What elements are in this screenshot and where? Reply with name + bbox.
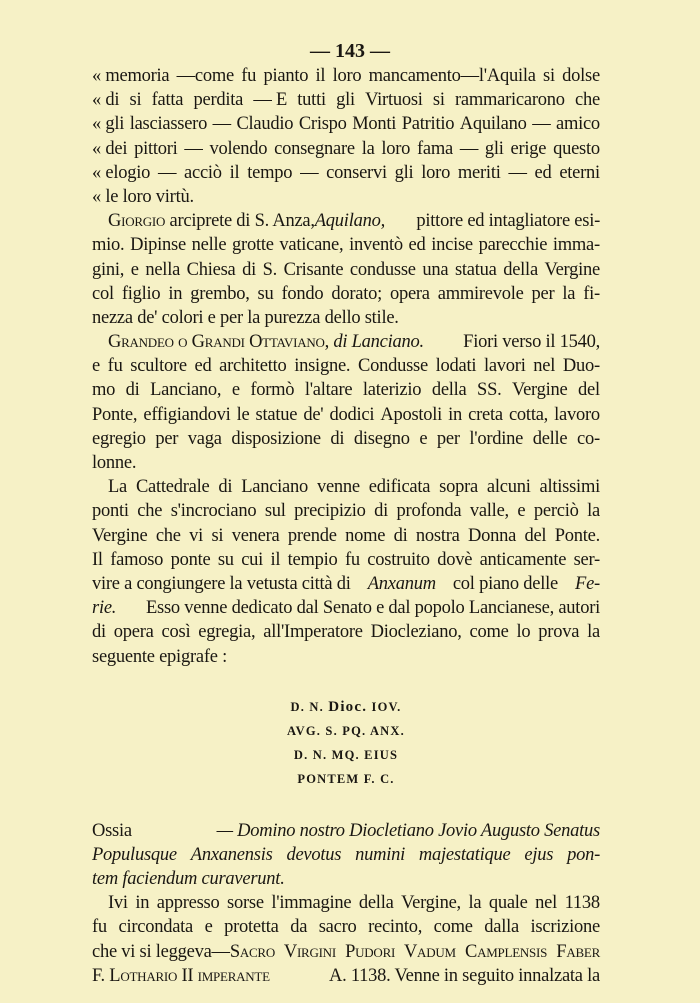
text-line: egregio per vaga disposizione di disegno e per l'ordine delle co- bbox=[92, 428, 600, 449]
entry-grandeo bbox=[92, 330, 600, 475]
quote-line bbox=[92, 161, 600, 185]
document-body bbox=[92, 64, 600, 988]
quote-word: meriti bbox=[457, 162, 501, 183]
quote-word: che bbox=[575, 90, 600, 111]
quote-word: « di bbox=[92, 90, 120, 111]
quote-word: la bbox=[361, 138, 375, 159]
text-line: nezza de' colori e per la purezza dello stile. bbox=[92, 307, 399, 328]
quote-word: fatta bbox=[151, 90, 184, 111]
text-line: Ponte, effigiandovi le statue de' dodici Apostoli in creta cotta, lavoro bbox=[92, 404, 600, 425]
text-line: Ossia — Domino nostro Diocletiano Jovio Augusto Senatus bbox=[92, 820, 600, 841]
quote-word: Monti bbox=[352, 114, 397, 135]
quote-word: Claudio bbox=[236, 114, 294, 135]
quote-word: eterni bbox=[559, 162, 600, 183]
epigraph-line: PONTEM F. C. bbox=[297, 771, 395, 786]
text-line: Il famoso ponte su cui il tempio fu costruito dovè anticamente ser- bbox=[92, 549, 600, 570]
text-line: col figlio in grembo, su fondo dorato; opera ammirevole per la fi- bbox=[92, 283, 600, 304]
text-line: La Cattedrale di Lanciano venne edificata sopra alcuni altissimi bbox=[108, 477, 600, 498]
quote-word: si bbox=[543, 66, 555, 86]
quote-word: « dei bbox=[92, 138, 128, 159]
epigraph-line: AVG. S. PQ. ANX. bbox=[287, 723, 405, 738]
quote-word: Patritio bbox=[401, 114, 455, 135]
quote-word: pianto bbox=[263, 66, 309, 86]
quote-word: — bbox=[184, 138, 203, 159]
text-line: gini, e nella Chiesa di S. Crisante condusse una statua della Vergine bbox=[92, 259, 600, 280]
quote-word: mancamento—l'Aquila bbox=[368, 66, 536, 86]
page-number: — 143 — bbox=[310, 40, 390, 62]
text-line: e fu scultore ed architetto insigne. Condusse lodati lavori nel Duo- bbox=[92, 356, 600, 377]
quote-word: gli bbox=[336, 90, 355, 111]
text-line: vire a congiungere la vetusta città di Anxanum col piano delle Fe- bbox=[92, 573, 600, 594]
text-line: F. Lothario II imperante A. 1138. Venne in seguito innalzata la bbox=[92, 965, 600, 986]
quote-word: erige bbox=[510, 138, 547, 159]
text-line: Vergine che vi si venera prende nome di nostra Donna del Ponte. bbox=[92, 525, 600, 546]
text-line: di opera così egregia, all'Imperatore Diocleziano, come lo prova la bbox=[92, 622, 600, 643]
quote-word: — bbox=[212, 114, 231, 135]
quote-word: — bbox=[157, 162, 177, 183]
quote-word: loro bbox=[332, 66, 362, 86]
quote-word: rammaricarono bbox=[455, 90, 565, 111]
entry-place: di Lanciano. bbox=[333, 332, 424, 353]
entry-place: Aquilano, bbox=[314, 211, 385, 232]
quote-word: — bbox=[532, 114, 551, 135]
quote-word: lasciassero bbox=[129, 114, 208, 135]
paragraph-cattedrale bbox=[92, 475, 600, 669]
text-line: rie. Esso venne dedicato dal Senato e dal popolo Lancianese, autori bbox=[92, 598, 600, 619]
quote-word: — bbox=[300, 162, 319, 183]
text-line: Populusque Anxanensis devotus numini majestatique ejus pon- bbox=[92, 844, 600, 865]
quote-word: il bbox=[229, 162, 240, 183]
quote-word: Crispo bbox=[298, 114, 347, 135]
quote-word: gli bbox=[394, 162, 414, 183]
quote-word: tutti bbox=[297, 90, 326, 111]
text-line: Grandeo o Grandi Ottaviano, di Lanciano. Fiori verso il 1540, bbox=[108, 332, 600, 353]
entry-name: Giorgio bbox=[108, 211, 166, 232]
text-line: Ivi in appresso sorse l'immagine della Vergine, la quale nel 1138 bbox=[108, 893, 600, 914]
quote-word: fu bbox=[241, 66, 257, 86]
quote-word: — E bbox=[253, 90, 288, 111]
text-line: mo di Lanciano, e formò l'altare laterizio della SS. Vergine del bbox=[92, 380, 600, 401]
text-line: mio. Dipinse nelle grotte vaticane, inventò ed incise parecchie imma- bbox=[92, 235, 600, 256]
quote-word: « elogio bbox=[92, 162, 151, 183]
epigraph-line: D. N. Dioc. IOV. bbox=[290, 698, 402, 715]
quote-word: si bbox=[432, 90, 445, 111]
quote-word: amico bbox=[555, 114, 600, 135]
quote-word: « le loro virtù. bbox=[92, 186, 194, 207]
quote-word: il bbox=[315, 66, 326, 86]
entry-name: Grandeo o Grandi Ottaviano, bbox=[108, 332, 329, 353]
text-line: seguente epigrafe : bbox=[92, 646, 227, 667]
quote-line bbox=[92, 112, 600, 136]
quote-word: tempo bbox=[247, 162, 293, 183]
quote-word: perdita bbox=[193, 90, 244, 111]
quote-word: dolse bbox=[562, 66, 600, 86]
epigraph bbox=[92, 695, 600, 791]
text-line: fu circondata e protetta da sacro recinto, come dalla iscrizione bbox=[92, 917, 600, 938]
quote-word: ed bbox=[534, 162, 552, 183]
quote-word: « memoria bbox=[92, 66, 170, 86]
quote-word: consegnare bbox=[274, 138, 355, 159]
quote-word: gli bbox=[484, 138, 504, 159]
quote-word: —come bbox=[176, 66, 234, 86]
elogio-quote bbox=[92, 64, 600, 209]
paragraph-ossia bbox=[92, 819, 600, 892]
quote-word: Aquilano bbox=[459, 114, 527, 135]
text-line: lonne. bbox=[92, 453, 137, 473]
quote-word: pittori bbox=[134, 138, 178, 159]
quote-word: Virtuosi bbox=[365, 90, 423, 111]
text-line: Giorgio arciprete di S. Anza,Aquilano, pittore ed intagliatore esi- bbox=[108, 211, 600, 232]
epigraph-line: D. N. MQ. EIUS bbox=[293, 747, 399, 762]
quote-word: — bbox=[459, 138, 479, 159]
text-line: ponti che s'incrociano sul precipizio di profonda valle, e perciò la bbox=[92, 501, 600, 522]
quote-word: questo bbox=[553, 138, 600, 159]
quote-line bbox=[92, 88, 600, 112]
quote-word: — bbox=[508, 162, 527, 183]
text-line: che vi si leggeva— Sacro Virgini Pudori Vadum Camplensis Faber bbox=[92, 941, 600, 962]
quote-word: conservi bbox=[326, 162, 387, 183]
quote-word: loro bbox=[381, 138, 411, 159]
paragraph-ivi bbox=[92, 891, 600, 988]
entry-giorgio bbox=[92, 209, 600, 330]
quote-line bbox=[92, 185, 600, 209]
quote-word: loro bbox=[421, 162, 451, 183]
quote-line bbox=[92, 64, 600, 88]
quote-word: « gli bbox=[92, 114, 125, 135]
quote-word: volendo bbox=[209, 138, 268, 159]
quote-word: si bbox=[129, 90, 142, 111]
quote-line bbox=[92, 137, 600, 161]
quote-word: acciò bbox=[184, 162, 222, 183]
text-line: tem faciendum curaverunt. bbox=[92, 869, 285, 890]
quote-word: fama bbox=[417, 138, 453, 159]
